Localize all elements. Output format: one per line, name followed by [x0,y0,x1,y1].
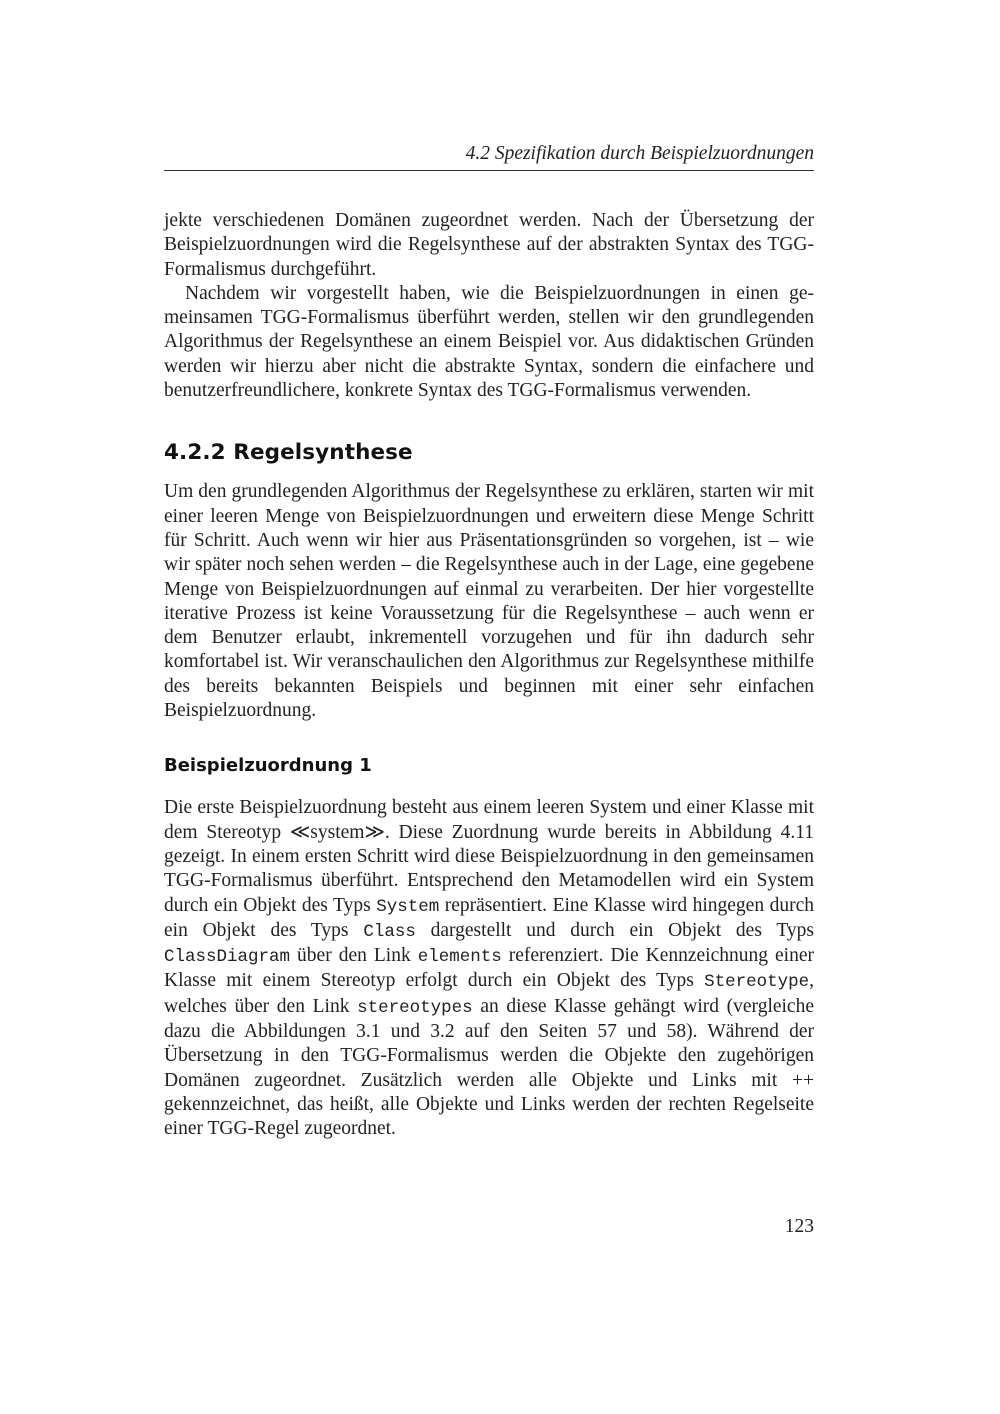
subsection-heading: Beispielzuordnung 1 [164,755,372,777]
paragraph-continuation: jekte verschiedenen Domänen zugeordnet werden. Nach der Übersetzung der Beispielzuordnungen wird die Regelsynthese auf der abstrakten Syntax des TGG-Formalismus durchgeführt. [164,210,814,280]
text-segment: referenziert. Die Kennzeichnung einer Klasse mit einem Stereotyp erfolgt durch ein Objekt des Typs [164,945,814,992]
section-paragraph: Um den grundlegenden Algorithmus der Regelsynthese zu erklären, starten wir mit einer leeren Menge von Beispielzuordnungen und erweitern diese Menge Schritt für Schritt. Auch wenn wir hier aus Präsentationsgründen so vorgehen, ist – wie wir später noch sehen werden – die Regelsynthese auch in der Lage, eine gegebene Menge von Beispielzuordnungen auf einmal zu verarbeiten. Der hier vorgestellte iterative Prozess ist keine Voraussetzung für die Regelsynthese – auch wenn er dem Benutzer erlaubt, inkrementell vorzugehen und für ihn dadurch sehr komfortabel ist. Wir veranschaulichen den Algorithmus zur Regelsynthese mithilfe des bereits bekannten Beispiels und beginnen mit einer sehr einfachen Beispielzuordnung. [164,481,814,722]
code-type-classdiagram: ClassDiagram [164,947,291,968]
code-type-system: System [376,896,440,917]
page-number: 123 [784,1216,814,1237]
body-text [164,209,814,1142]
code-link-stereotypes: stereotypes [357,997,473,1018]
running-header-title: 4.2 Spezifikation durch Beispielzuordnungen [465,143,814,164]
header-rule [164,170,814,171]
text-segment: , welches über den Link [164,970,814,1017]
code-type-stereotype: Stereotype [704,972,810,993]
paragraph-intro: Nachdem wir vorgestellt haben, wie die Beispielzuordnungen in einen gemeinsamen TGG-Formalismus überführt werden, stellen wir den grundlegenden Algorithmus der Regelsynthese an einem Beispiel vor. Aus didaktischen Gründen werden wir hierzu aber nicht die abstrakte Syntax, sondern die einfachere und benutzerfreundlichere, konkrete Syntax des TGG-Formalismus verwenden. [164,282,814,402]
text-segment: Die erste Beispielzuordnung besteht aus einem leeren System und einer Klasse mit dem Stereotyp ≪system≫. Diese Zuordnung wurde bereits in Abbildung 4.11 gezeigt. In einem ersten Schritt wird diese Beispielzuordnung in den gemeinsamen TGG-Formalismus überführt. Entsprechend den Metamodellen wird ein System durch ein Objekt des Typs [164,797,814,916]
text-segment: an diese Klasse gehängt wird (vergleiche dazu die Abbildungen 3.1 und 3.2 auf den Seiten 57 und 58). Während der Übersetzung in den TGG-Formalismus werden die Objekte den zugehörigen Domänen zugeordnet. Zusätzlich werden alle Objekte und Links mit ++ gekennzeichnet, das heißt, alle Objekte und Links werden der rechten Regelseite einer TGG-Regel zugeordnet. [164,995,814,1140]
text-segment: dargestellt und durch ein Objekt des Typs [415,919,814,941]
section-heading: 4.2.2 Regelsynthese [164,440,413,466]
subsection-paragraph [164,796,814,1141]
text-segment: repräsentiert. Eine Klasse wird hingegen durch ein Objekt des Typs [164,894,814,941]
text-segment: über den Link [290,945,418,967]
code-link-elements: elements [417,947,502,968]
code-type-class: Class [363,921,416,942]
